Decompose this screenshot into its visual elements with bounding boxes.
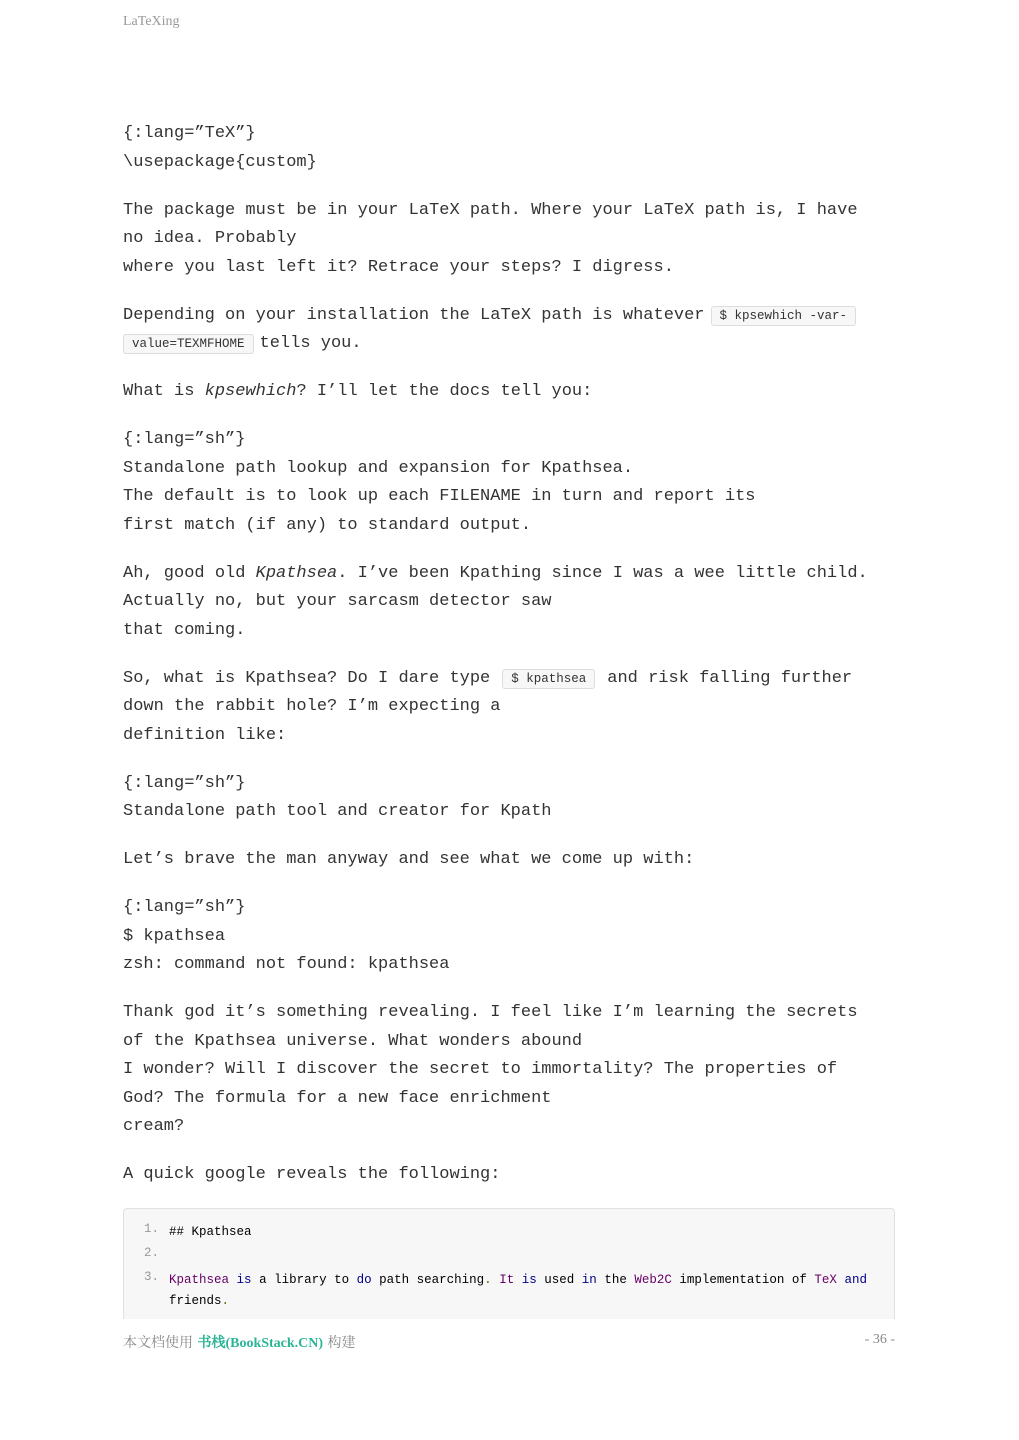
code-token: .	[221, 1294, 230, 1308]
inline-code: $ kpsewhich -var-	[711, 306, 857, 326]
text-line: A quick google reveals the following:	[123, 1165, 501, 1184]
text-line: {:lang=”sh”}	[123, 773, 246, 793]
text-line	[123, 665, 895, 694]
text-span: and risk falling further	[607, 668, 853, 688]
code-token: Kpathsea	[169, 1273, 230, 1287]
line-number: 3.	[144, 1270, 160, 1284]
paragraph	[123, 1161, 895, 1190]
text-line	[123, 302, 895, 331]
text-line: first match (if any) to standard output.	[123, 515, 532, 535]
inline-code: value=TEXMFHOME	[123, 334, 254, 354]
text-line: {:lang=”sh”}	[123, 430, 246, 449]
text-line: I wonder? Will I discover the secret to immortality? The properties of	[123, 1060, 838, 1079]
text-line: {:lang=”TeX”}	[123, 124, 256, 143]
text-span: . I’ve been Kpathing since I was a wee little child.	[337, 563, 868, 583]
text-line	[123, 378, 895, 407]
code-token: friends	[169, 1294, 222, 1308]
paragraph	[123, 894, 895, 980]
paragraph	[123, 302, 895, 359]
text-span: tells you.	[259, 334, 362, 353]
text-line: Thank god it’s something revealing. I feel like I’m learning the secrets	[123, 1003, 858, 1022]
code-token: It	[499, 1273, 515, 1287]
page-footer	[123, 1332, 895, 1352]
code-token: used	[544, 1273, 575, 1287]
code-token: path searching	[379, 1273, 485, 1287]
text-line: of the Kpathsea universe. What wonders abound	[123, 1031, 583, 1051]
inline-code: $ kpathsea	[502, 669, 595, 689]
text-line: Actually no, but your sarcasm detector saw	[123, 592, 552, 611]
line-number: 2.	[144, 1246, 160, 1260]
text-span: So, what is Kpathsea? Do I dare type	[123, 668, 491, 688]
paragraph	[123, 197, 895, 283]
paragraph	[123, 426, 895, 540]
code-token: a library to	[259, 1273, 350, 1287]
text-line: \usepackage{custom}	[123, 152, 317, 172]
text-line: The default is to look up each FILENAME in turn and report its	[123, 487, 756, 506]
text-line	[123, 330, 895, 359]
emphasis: Kpathsea	[255, 563, 338, 583]
footer-text: 本文档使用	[123, 1335, 198, 1351]
text-line: Standalone path lookup and expansion for Kpathsea.	[123, 458, 634, 478]
text-line	[123, 560, 895, 589]
paragraph	[123, 120, 895, 177]
code-token: and	[844, 1273, 867, 1287]
code-token: .	[484, 1273, 492, 1287]
paragraph	[123, 999, 895, 1142]
code-text	[169, 1270, 869, 1312]
code-token: do	[356, 1273, 372, 1287]
document-body	[123, 120, 895, 1209]
text-line: down the rabbit hole? I’m expecting a	[123, 697, 501, 716]
code-token: TeX	[814, 1273, 837, 1287]
text-line: cream?	[123, 1117, 185, 1136]
footer-text: 构建	[323, 1335, 356, 1351]
text-span: What is	[123, 382, 205, 401]
text-line: The package must be in your LaTeX path. Where your LaTeX path is, I have	[123, 200, 858, 220]
code-token: Web2C	[634, 1273, 672, 1287]
text-line: that coming.	[123, 620, 246, 640]
paragraph	[123, 665, 895, 751]
code-token: is	[236, 1273, 252, 1287]
text-span: Ah, good old	[123, 563, 256, 583]
emphasis: kpsewhich	[204, 382, 297, 401]
code-token: the	[604, 1273, 627, 1287]
text-span: ? I’ll let the docs tell you:	[296, 382, 593, 401]
page-number: - 36 -	[864, 1332, 895, 1347]
text-line: where you last left it? Retrace your steps? I digress.	[123, 257, 674, 277]
running-header: LaTeXing	[123, 14, 180, 29]
text-line: zsh: command not found: kpathsea	[123, 955, 450, 974]
text-line: Standalone path tool and creator for Kpath	[123, 802, 552, 821]
code-token: is	[521, 1273, 537, 1287]
text-line: {:lang=”sh”}	[123, 898, 246, 917]
text-line: God? The formula for a new face enrichment	[123, 1088, 552, 1108]
text-line: Let’s brave the man anyway and see what we come up with:	[123, 850, 695, 869]
line-number: 1.	[144, 1222, 160, 1236]
paragraph	[123, 560, 895, 646]
paragraph	[123, 846, 895, 875]
text-line: $ kpathsea	[123, 926, 226, 946]
footer-brand-link[interactable]: 书栈(BookStack.CN)	[197, 1336, 324, 1351]
code-token: implementation of	[679, 1273, 807, 1287]
paragraph	[123, 770, 895, 827]
code-token: in	[581, 1273, 597, 1287]
text-line: definition like:	[123, 725, 287, 745]
text-line: no idea. Probably	[123, 229, 297, 248]
code-block	[123, 1208, 895, 1319]
paragraph	[123, 378, 895, 407]
code-text: ## Kpathsea	[169, 1225, 252, 1239]
text-span: Depending on your installation the LaTeX path is whatever	[123, 305, 705, 325]
